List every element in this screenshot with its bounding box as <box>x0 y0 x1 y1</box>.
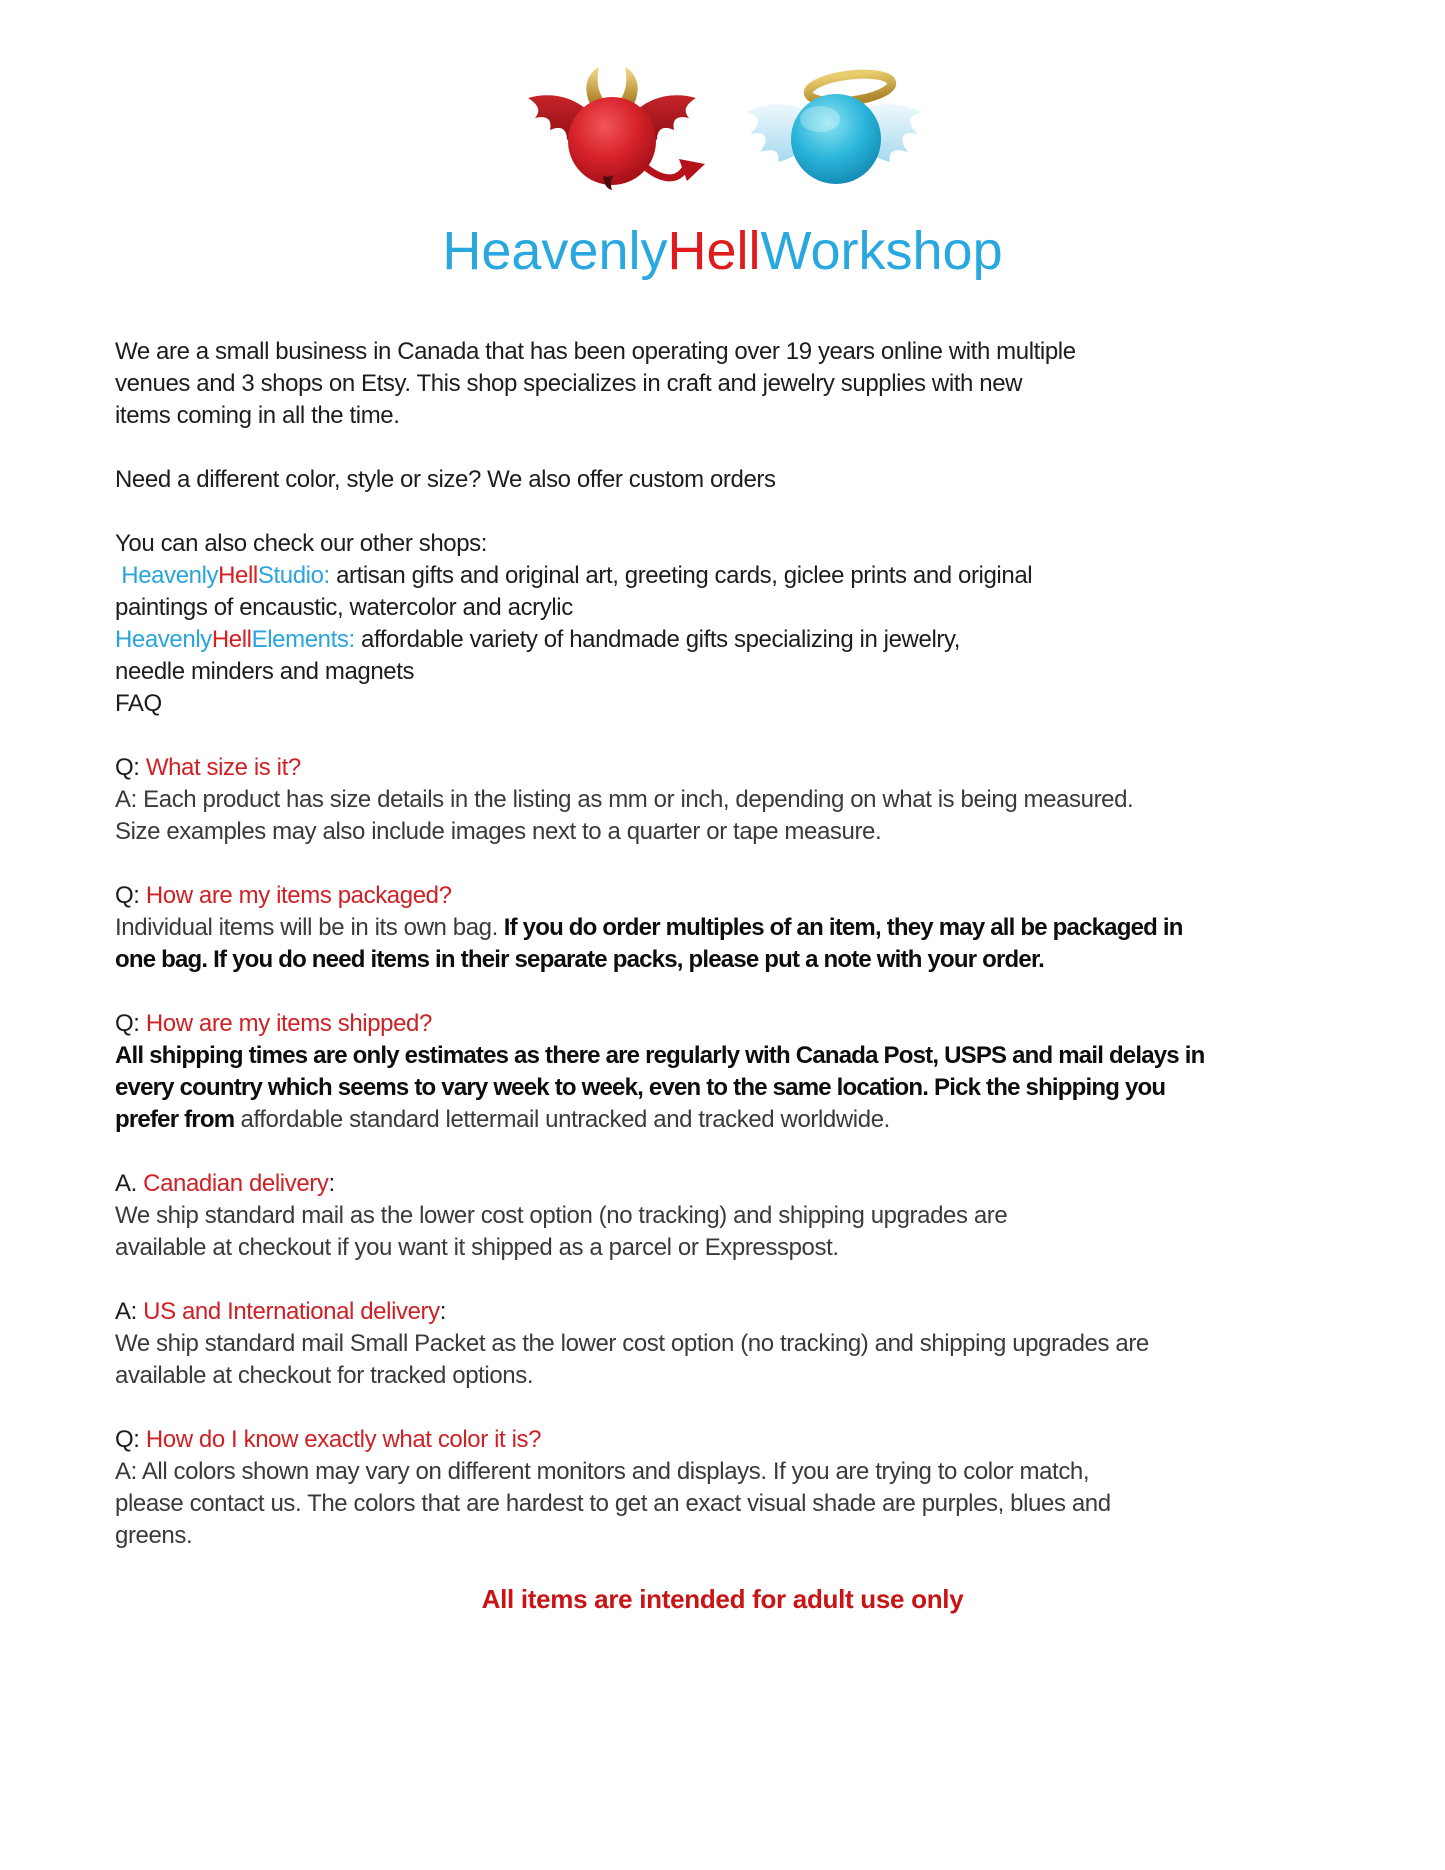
devil-logo-icon <box>506 64 718 190</box>
faq-question-size: What size is it? <box>145 754 301 781</box>
faq-color-block <box>115 1424 1130 1552</box>
canadian-delivery-block <box>115 1168 1130 1264</box>
shop-link-heavenlyhellelements[interactable]: Heavenly <box>115 626 212 653</box>
text-segment: venues and 3 shops on Etsy. This shop specializes in craft and jewelry supplies with new <box>115 370 1023 397</box>
text-segment: available at checkout for tracked options. <box>115 1362 534 1389</box>
text-segment: : <box>439 1298 447 1325</box>
text-segment: A. <box>115 1170 144 1197</box>
text-segment: A: All colors shown may vary on different monitors and displays. If you are trying to color match, <box>115 1458 1090 1485</box>
faq-question-color: How do I know exactly what color it is? <box>145 1426 542 1453</box>
shop-link-heavenlyhellelements[interactable]: Hell <box>211 626 252 653</box>
shop-link-heavenlyhellstudio[interactable]: Hell <box>218 562 258 589</box>
shop-link-heavenlyhellstudio[interactable]: Heavenly <box>115 562 219 589</box>
faq-shipping-block <box>115 1008 1205 1136</box>
title-part-hell: Hell <box>667 221 761 281</box>
text-segment: We are a small business in Canada that has been operating over 19 years online with multiple <box>115 338 1076 365</box>
text-segment: items coming in all the time. <box>115 402 400 429</box>
text-segment: one bag. If you do need items in their separate packs, please put a note with your order. <box>115 946 1045 973</box>
text-segment: paintings of encaustic, watercolor and acrylic <box>115 594 573 621</box>
text-segment: We ship standard mail as the lower cost option (no tracking) and shipping upgrades are <box>115 1202 1008 1229</box>
shop-logo <box>0 0 1445 192</box>
text-segment: If you do order multiples of an item, they may all be packaged in <box>497 914 1183 941</box>
page-title <box>0 220 1445 282</box>
text-segment: A: <box>115 1298 144 1325</box>
text-segment: A: Each product has size details in the listing as mm or inch, depending on what is being measured. <box>115 786 1134 813</box>
text-segment: Q: <box>115 1010 146 1037</box>
text-segment: All shipping times are only estimates as there are regularly with Canada Post, USPS and mail delays in <box>115 1042 1205 1069</box>
document-body <box>0 336 1445 1552</box>
text-segment: Q: <box>115 882 146 909</box>
angel-logo-icon <box>728 64 940 190</box>
text-segment: Need a different color, style or size? We also offer custom orders <box>115 466 776 493</box>
text-segment: Q: <box>115 1426 146 1453</box>
text-segment: Q: <box>115 754 146 781</box>
intro-paragraph <box>115 336 1130 432</box>
adult-use-notice: All items are intended for adult use only <box>481 1584 964 1614</box>
text-segment: Size examples may also include images next to a quarter or tape measure. <box>115 818 882 845</box>
answer-canadian-delivery: Canadian delivery <box>143 1170 329 1197</box>
text-segment: FAQ <box>115 690 162 717</box>
text-segment: We ship standard mail Small Packet as the lower cost option (no tracking) and shipping upgrades are <box>115 1330 1149 1357</box>
text-segment: prefer from <box>115 1106 235 1133</box>
faq-question-packaging: How are my items packaged? <box>145 882 452 909</box>
text-segment: every country which seems to vary week to week, even to the same location. Pick the shipping you <box>115 1074 1166 1101</box>
text-segment: greens. <box>115 1522 193 1549</box>
text-segment: available at checkout if you want it shipped as a parcel or Expresspost. <box>115 1234 839 1261</box>
text-segment: needle minders and magnets <box>115 658 415 685</box>
faq-size-block <box>115 752 1134 848</box>
text-segment: affordable variety of handmade gifts specializing in jewelry, <box>354 626 961 653</box>
text-segment: artisan gifts and original art, greeting cards, giclee prints and original <box>329 562 1033 589</box>
text-segment: Individual items will be in its own bag. <box>115 914 498 941</box>
faq-question-shipping: How are my items shipped? <box>145 1010 432 1037</box>
text-segment: please contact us. The colors that are hardest to get an exact visual shade are purples, blues and <box>115 1490 1111 1517</box>
shop-link-heavenlyhellelements[interactable]: Elements: <box>251 626 355 653</box>
text-segment: : <box>328 1170 335 1197</box>
text-segment: affordable standard lettermail untracked and tracked worldwide. <box>234 1106 890 1133</box>
title-part-heavenly: Heavenly <box>442 221 668 281</box>
answer-us-international-delivery: US and International delivery <box>143 1298 440 1325</box>
faq-packaging-block <box>115 880 1183 976</box>
shop-link-heavenlyhellstudio[interactable]: Studio: <box>257 562 330 589</box>
us-international-delivery-block <box>115 1296 1149 1392</box>
custom-orders-paragraph <box>115 464 1130 496</box>
other-shops-paragraph <box>115 528 1130 720</box>
title-part-workshop: Workshop <box>760 221 1003 281</box>
text-segment: You can also check our other shops: <box>115 530 488 557</box>
